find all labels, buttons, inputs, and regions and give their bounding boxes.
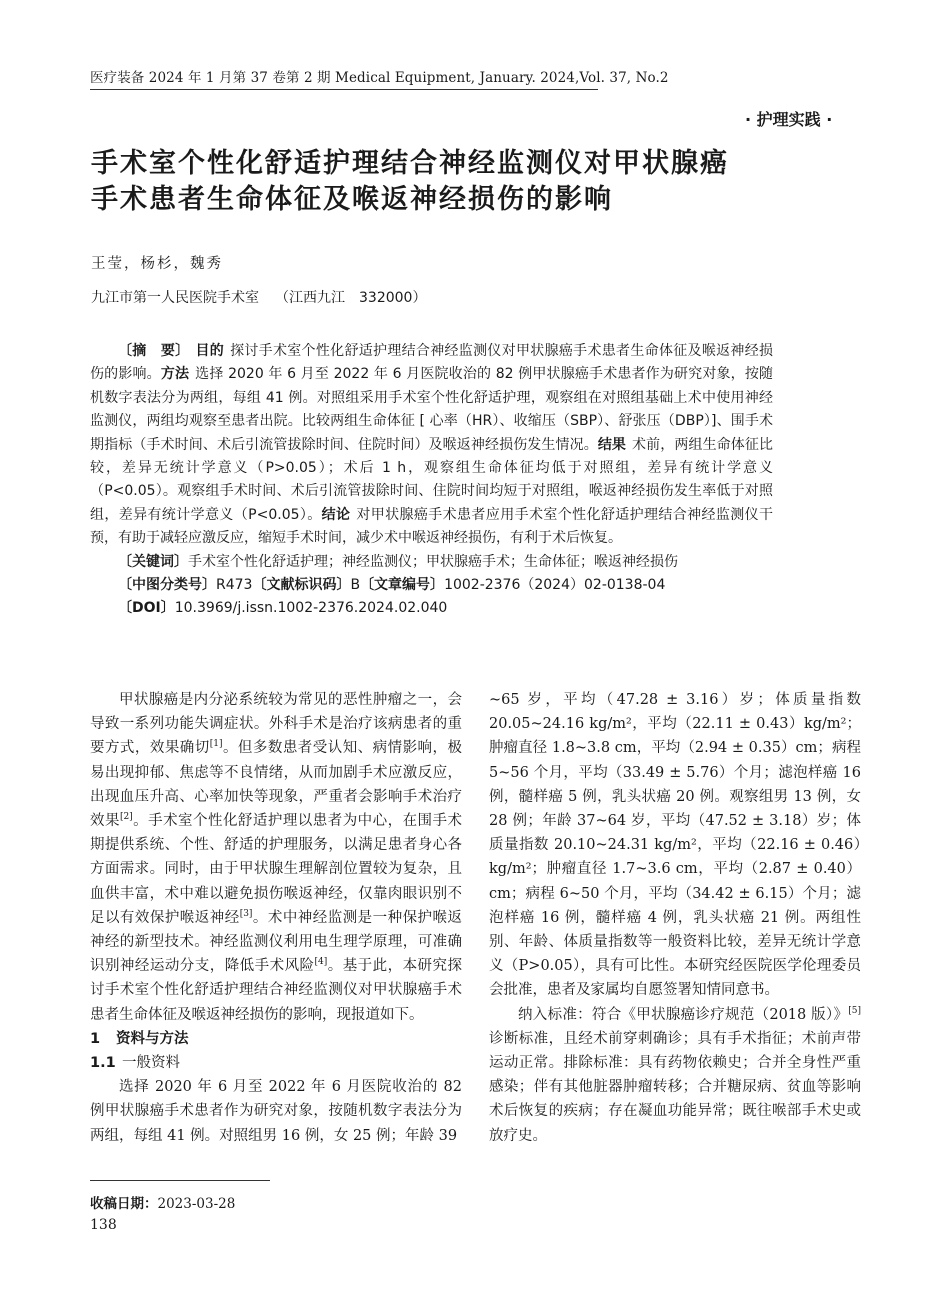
section-heading-1-1	[90, 1051, 462, 1075]
citation-1[interactable]: [1]	[209, 739, 223, 750]
abstract-paragraph	[90, 340, 773, 551]
conclusion-label: 结论	[321, 506, 351, 523]
abstract	[90, 340, 773, 621]
received-date-label: 收稿日期：	[90, 1196, 158, 1212]
affiliation	[91, 287, 426, 307]
header-rule	[90, 89, 598, 90]
intro-text-4: 。术中神经监测是一种保护喉返神经的新型技术。神经监测仪利用电生理学原理，可准确识别神经运动分支，降低手术风险	[90, 909, 462, 975]
conclusion-text: 对甲状腺癌手术患者应用手术室个性化舒适护理结合神经监测仪干预，有助于减轻应激反应，缩短手术时间，减少术中喉返神经损伤，有利于术后恢复。	[90, 506, 773, 547]
doi-value[interactable]: 10.3969/j.issn.1002-2376.2024.02.040	[174, 600, 448, 617]
abstract-label: 〔摘 要〕	[118, 343, 190, 359]
doi-label: 〔DOI〕	[118, 600, 175, 617]
result-label: 结果	[597, 436, 627, 453]
general-data-paragraph: 选择 2020 年 6 月至 2022 年 6 月医院收治的 82 例甲状腺癌手术患者作为研究对象，按随机数字表法分为两组，每组 41 例。对照组男 16 例，女 25 例；年龄 39	[90, 1079, 462, 1144]
inclusion-paragraph	[489, 1003, 861, 1148]
citation-2[interactable]: [2]	[119, 812, 133, 823]
body-column-right	[489, 688, 861, 1148]
intro-text-2: 。但多数患者受认知、病情影响，极易出现抑郁、焦虑等不良情绪，从而加剧手术应激反应，出现血压升高、心率加快等现象，严重者会影响手术治疗效果	[90, 740, 462, 830]
article-number-label: 〔文章编号〕	[360, 577, 445, 594]
result-text: 术前，两组生命体征比较，差异无统计学意义（P>0.05）；术后 1 h，观察组生命体征均低于对照组，差异有统计学意义（P<0.05）。观察组手术时间、术后引流管拔除时间、住院时间均短于对照组，喉返神经损伤发生率低于对照组，差异有统计学意义（P<0.05）。	[90, 436, 774, 523]
method-label: 方法	[160, 366, 190, 383]
body-column-left	[90, 688, 462, 1148]
method-text: 选择 2020 年 6 月至 2022 年 6 月医院收治的 82 例甲状腺癌手术患者作为研究对象，按随机数字表法分为两组，每组 41 例。对照组采用手术室个性化舒适护理，观察组在对照组基础上术中使用神经监测仪，两组均观察至患者出院。比较两组生命体征 [ 心率（HR）、收缩压（SBP）、舒张压（DBP）]、围手术期指标（手术时间、术后引流管拔除时间、住院时间）及喉返神经损伤发生情况。	[90, 366, 774, 453]
page-number: 138	[90, 1217, 117, 1233]
footnote-rule	[90, 1180, 270, 1181]
intro-paragraph	[90, 688, 462, 1027]
article-number-value: 1002-2376（2024）02-0138-04	[444, 577, 666, 594]
intro-text-1: 甲状腺癌是内分泌系统较为常见的恶性肿瘤之一，会导致一系列功能失调症状。外科手术是治疗该病患者的重要方式，效果确切	[90, 692, 462, 757]
inclusion-text-2: 诊断标准，且经术前穿刺确诊；具有手术指征；术前声带运动正常。排除标准：具有药物依赖史；合并全身性严重感染；伴有其他脏器肿瘤转移；合并糖尿病、贫血等影响术后恢复的疾病；存在凝血功能异常；既往喉部手术史或放疗史。	[489, 1030, 861, 1144]
journal-header: 医疗装备 2024 年 1 月第 37 卷第 2 期 Medical Equipment, January. 2024,Vol. 37, No.2	[90, 70, 669, 86]
purpose-text: 探讨手术室个性化舒适护理结合神经监测仪对甲状腺癌手术患者生命体征及喉返神经损伤的影响。	[90, 343, 774, 383]
received-date-value: 2023-03-28	[157, 1196, 236, 1212]
title-line-2: 手术患者生命体征及喉返神经损伤的影响	[91, 184, 613, 215]
doc-code-label: 〔文献标识码〕	[252, 577, 351, 594]
section-1-1-title: 一般资料	[122, 1055, 180, 1072]
intro-text-5: 。基于此，本研究探讨手术室个性化舒适护理结合神经监测仪对甲状腺癌手术患者生命体征及喉返神经损伤的影响，现报道如下。	[90, 958, 462, 1023]
general-data-continued: ~65 岁，平均（47.28 ± 3.16）岁；体质量指数 20.05~24.16 kg/m²，平均（22.11 ± 0.43）kg/m²；肿瘤直径 1.8~3.8 cm，平均（2.94 ± 0.35）cm；病程 5~56 个月，平均（33.49 ± 5.76）个月；滤泡样癌 16 例，髓样癌 5 例，乳头状癌 20 例。观察组男 13 例，女 28 例；年龄 37~64 岁，平均（47.52 ± 3.18）岁；体质量指数 20.10~24.31 kg/m²，平均（22.16 ± 0.46）kg/m²；肿瘤直径 1.7~3.6 cm，平均（2.87 ± 0.40）cm；病程 6~50 个月，平均（34.42 ± 6.15）个月；滤泡样癌 16 例，髓样癌 4 例，乳头状癌 21 例。两组性别、年龄、体质量指数等一般资料比较，差异无统计学意义（P>0.05），具有可比性。本研究经医院医学伦理委员会批准，患者及家属均自愿签署知情同意书。	[489, 692, 861, 999]
affiliation-institution: 九江市第一人民医院手术室	[91, 290, 259, 306]
keywords	[90, 551, 773, 574]
section-1-1-number: 1.1	[90, 1055, 116, 1072]
citation-5[interactable]: [5]	[848, 1005, 861, 1016]
section-1-title: 资料与方法	[116, 1030, 189, 1047]
classification-line	[90, 574, 773, 597]
clc-label: 〔中图分类号〕	[118, 577, 216, 594]
citation-3[interactable]: [3]	[239, 909, 253, 919]
doi-line	[90, 597, 773, 620]
doc-code-value: B	[350, 577, 361, 594]
column-tag: · 护理实践 ·	[745, 110, 833, 129]
keywords-label: 〔关键词〕	[118, 553, 188, 570]
purpose-label: 目的	[195, 343, 225, 359]
section-heading-1	[90, 1027, 462, 1051]
authors: 王莹，杨杉，魏秀	[91, 256, 223, 272]
article-title	[91, 146, 851, 218]
citation-4[interactable]: [4]	[314, 957, 328, 968]
clc-value: R473	[216, 577, 253, 594]
keywords-text: 手术室个性化舒适护理；神经监测仪；甲状腺癌手术；生命体征；喉返神经损伤	[188, 553, 678, 570]
received-date	[90, 1192, 235, 1212]
section-1-number: 1	[90, 1030, 101, 1047]
affiliation-address: （江西九江 332000）	[275, 290, 427, 306]
inclusion-text-1: 纳入标准：符合《甲状腺癌诊疗规范（2018 版）》	[518, 1006, 849, 1023]
intro-text-3: 。手术室个性化舒适护理以患者为中心，在围手术期提供系统、个性、舒适的护理服务，以满足患者身心各方面需求。同时，由于甲状腺生理解剖位置较为复杂，且血供丰富，术中难以避免损伤喉返神经，仅靠肉眼识别不足以有效保护喉返神经	[90, 813, 462, 926]
title-line-1: 手术室个性化舒适护理结合神经监测仪对甲状腺癌	[91, 148, 729, 179]
